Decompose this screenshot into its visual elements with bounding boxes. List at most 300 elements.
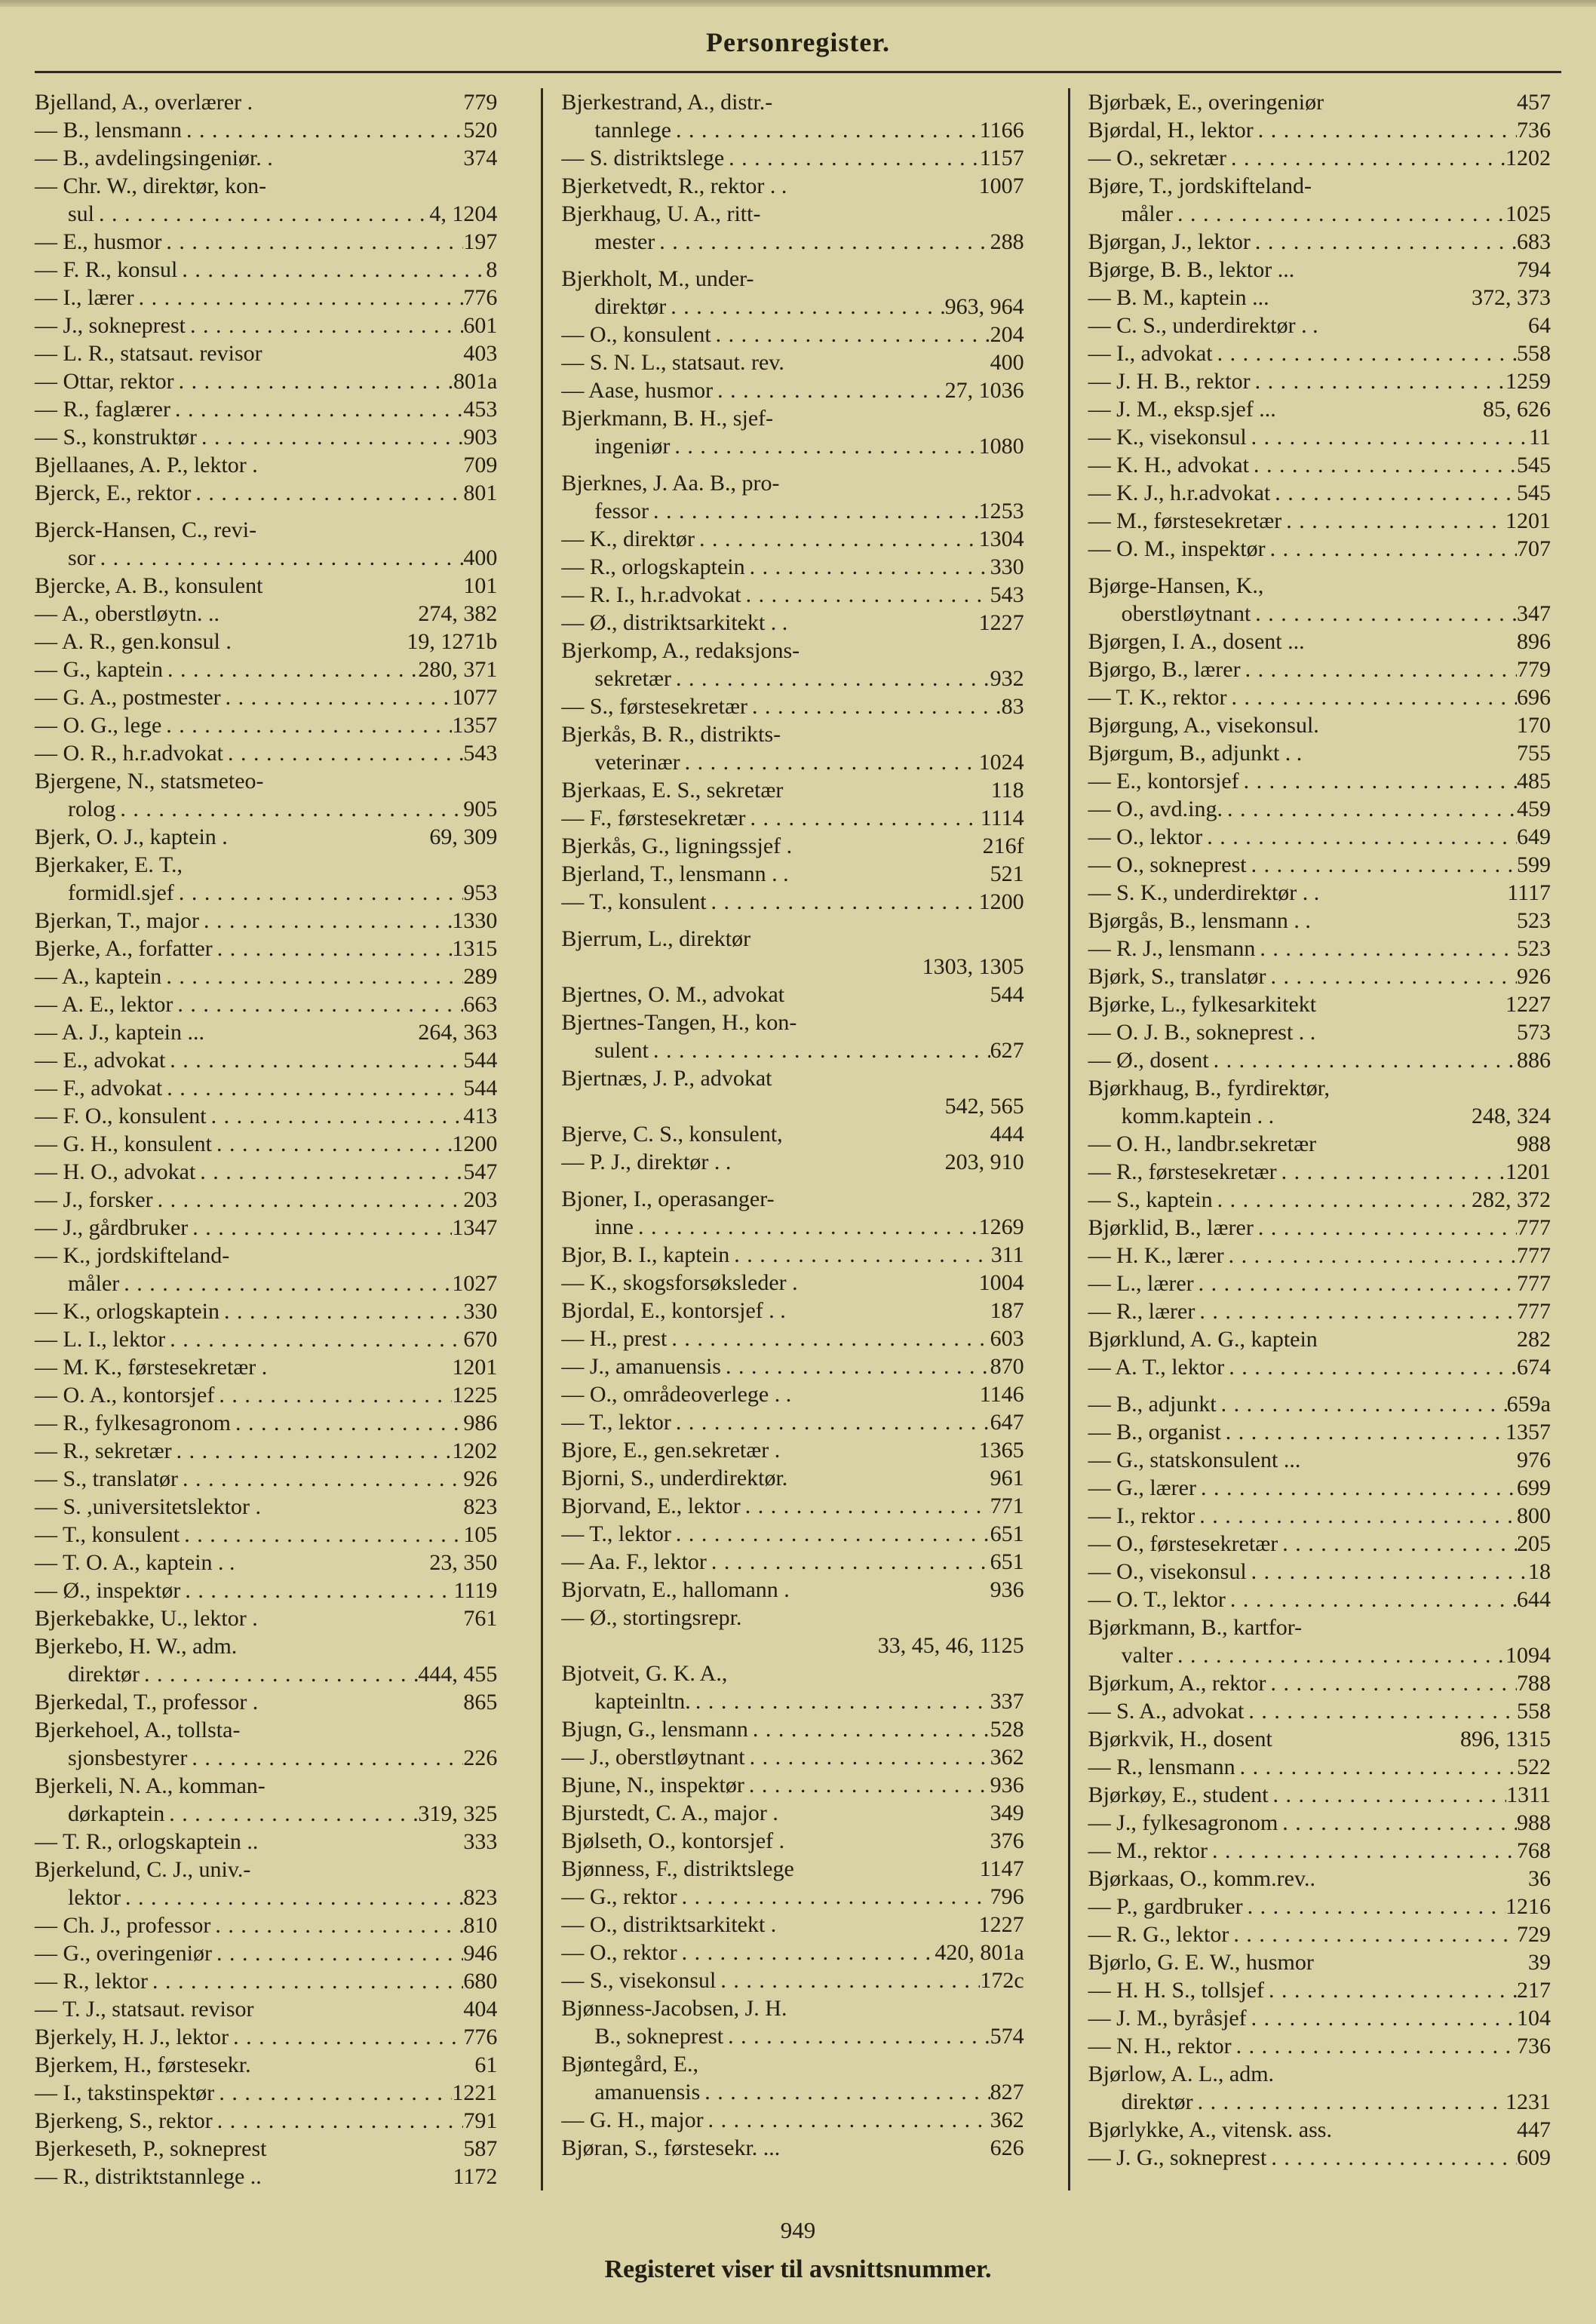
- entry-number: 1201: [1505, 1159, 1551, 1184]
- entry-line: [1088, 1018, 1551, 1046]
- dot-leader: [212, 1939, 463, 1967]
- entry-continuation-line: [561, 1687, 1024, 1715]
- dot-leader: [744, 1771, 990, 1799]
- dot-leader: [1221, 1418, 1505, 1446]
- page-title: Personregister.: [706, 27, 890, 57]
- entry-line: [561, 1855, 1024, 1883]
- entry-text: Bjotveit, G. K. A.,: [561, 1661, 728, 1686]
- dot-leader: [1213, 339, 1517, 367]
- entry-line: [1088, 2144, 1551, 2172]
- entry-number: 170: [1516, 713, 1551, 738]
- entry-number: 1119: [453, 1578, 498, 1603]
- entry-line: [1088, 1214, 1551, 1242]
- entry-number: 33, 45, 46, 1125: [877, 1633, 1024, 1658]
- dot-leader: [223, 739, 463, 767]
- entry-line: [1088, 1920, 1551, 1948]
- dot-leader: [1241, 655, 1517, 683]
- entry-number: 800: [1516, 1503, 1551, 1528]
- dot-leader: [1281, 507, 1505, 535]
- dot-leader: [680, 748, 979, 776]
- entry-number: 216f: [982, 834, 1024, 858]
- entry-text: sekretær: [594, 666, 671, 691]
- entry-number: 280, 371: [418, 657, 498, 682]
- dot-leader: [153, 1186, 464, 1214]
- dot-leader: [231, 1409, 463, 1437]
- entry-text: måler: [68, 1271, 120, 1296]
- entry-line: [561, 1715, 1024, 1743]
- dot-leader: [119, 1269, 452, 1297]
- entry-line: [35, 990, 497, 1018]
- entry-line: [35, 2163, 497, 2190]
- dot-leader: [161, 711, 452, 739]
- entry-number: 768: [1516, 1838, 1551, 1863]
- entry-number: 522: [1516, 1755, 1551, 1779]
- entry-number: 39: [1527, 1950, 1551, 1975]
- entry-number: 457: [1516, 90, 1551, 115]
- entry-line: [35, 1186, 497, 1214]
- entry-number: 709: [463, 453, 498, 477]
- entry-text: — K., jordskifteland-: [35, 1243, 230, 1268]
- entry-text: — O. G., lege: [35, 713, 162, 738]
- entry-text: — R. G., lektor: [1088, 1922, 1229, 1947]
- dot-leader: [1277, 1158, 1505, 1186]
- entry-line: [561, 200, 1024, 228]
- entry-text: — T. K., rektor: [1088, 685, 1227, 710]
- entry-text: lektor: [68, 1885, 121, 1910]
- entry-text: — Ø., dosent: [1088, 1048, 1209, 1073]
- entry-text: — O., områdeoverlege . .: [561, 1382, 792, 1407]
- entry-number: 282: [1516, 1327, 1551, 1352]
- entry-text: komm.kaptein . .: [1121, 1104, 1275, 1128]
- dot-leader: [671, 1520, 990, 1548]
- entry-line: [561, 832, 1024, 860]
- entry-text: — Aa. F., lektor: [561, 1549, 707, 1574]
- entry-line: [35, 1967, 497, 1995]
- entry-number: 520: [463, 118, 498, 143]
- entry-text: — J., oberstløytnant: [561, 1745, 745, 1770]
- entry-line: [1088, 1297, 1551, 1325]
- entry-number: 1303, 1305: [922, 954, 1024, 979]
- dot-leader: [121, 1883, 463, 1911]
- entry-number: 651: [990, 1549, 1024, 1574]
- dot-leader: [1244, 1697, 1517, 1725]
- entry-line: [561, 1604, 1024, 1632]
- entry-number: 976: [1516, 1448, 1551, 1472]
- entry-text: Bjellaanes, A. P., lektor .: [35, 453, 258, 477]
- entry-number: 649: [1516, 824, 1551, 849]
- entry-text: — T., konsulent: [561, 889, 707, 914]
- entry-text: — O. R., h.r.advokat: [35, 741, 223, 766]
- entry-continuation-line: [35, 544, 497, 572]
- entry-number: 545: [1516, 453, 1551, 477]
- dot-leader: [115, 795, 463, 823]
- entry-text: Bjerkmann, B. H., sjef-: [561, 406, 774, 431]
- entry-line: [1088, 1130, 1551, 1158]
- dot-leader: [1193, 2088, 1505, 2116]
- entry-text: ingeniør: [594, 434, 671, 459]
- entry-number: 736: [1516, 2034, 1551, 2058]
- register-column-1: [35, 88, 541, 2190]
- entry-text: Bjønness-Jacobsen, J. H.: [561, 1996, 787, 2021]
- entry-text: Bjørlow, A. L., adm.: [1088, 2062, 1275, 2086]
- entry-text: Bjørke, L., fylkesarkitekt: [1088, 992, 1317, 1017]
- dot-leader: [1251, 367, 1505, 395]
- dot-leader: [666, 293, 944, 321]
- entry-number: 1146: [979, 1382, 1024, 1407]
- dot-leader: [1213, 1186, 1472, 1214]
- entry-line: [35, 935, 497, 962]
- dot-leader: [1194, 1269, 1517, 1297]
- entry-line: [561, 525, 1024, 553]
- entry-text: Bjorvatn, E., hallomann .: [561, 1577, 790, 1602]
- entry-line: [1088, 1353, 1551, 1381]
- entry-text: Bjerkaas, E. S., sekretær: [561, 778, 784, 803]
- entry-text: Bjergene, N., statsmeteo-: [35, 769, 264, 794]
- entry-text: — S., visekonsul: [561, 1968, 717, 1993]
- entry-number: 644: [1516, 1587, 1551, 1612]
- dot-leader: [1266, 535, 1517, 563]
- entry-number: 865: [463, 1690, 498, 1715]
- entry-number: 101: [463, 573, 498, 598]
- entry-line: [35, 1102, 497, 1130]
- entry-text: Bjerkedal, T., professor .: [35, 1690, 259, 1715]
- entry-number: 988: [1516, 1131, 1551, 1156]
- entry-number: 289: [463, 964, 498, 989]
- entry-text: Bjørge-Hansen, K.,: [1088, 573, 1264, 598]
- entry-line: [35, 1493, 497, 1521]
- entry-text: Bjerland, T., lensmann . .: [561, 861, 789, 886]
- entry-text: Bjerkan, T., major: [35, 908, 199, 933]
- entry-text: — R., distriktstannlege ..: [35, 2164, 262, 2189]
- entry-continuation-line: [1088, 1641, 1551, 1669]
- entry-number: 1347: [452, 1215, 498, 1240]
- entry-number: 777: [1516, 1299, 1551, 1324]
- entry-text: — S. N. L., statsaut. rev.: [561, 350, 784, 375]
- entry-line: [35, 312, 497, 339]
- entry-line: [35, 284, 497, 312]
- entry-line: [1088, 1269, 1551, 1297]
- entry-text: — O. J. B., sokneprest . .: [1088, 1020, 1316, 1045]
- entry-number: 274, 382: [418, 601, 498, 626]
- dot-leader: [213, 2107, 464, 2135]
- entry-text: Bjorvand, E., lektor: [561, 1494, 741, 1518]
- entry-text: formidl.sjef: [68, 880, 174, 905]
- entry-number: 905: [463, 797, 498, 821]
- entry-number: 36: [1527, 1866, 1551, 1891]
- entry-line: [561, 981, 1024, 1008]
- entry-number: 362: [990, 1745, 1024, 1770]
- page-footer: [35, 2216, 1561, 2286]
- entry-continuation-line: [561, 1213, 1024, 1241]
- entry-continuation-line: [35, 879, 497, 907]
- entry-text: — G., lærer: [1088, 1475, 1196, 1500]
- entry-number: 69, 309: [429, 824, 498, 849]
- entry-line: [1088, 655, 1551, 683]
- entry-number: 1357: [452, 713, 498, 738]
- entry-continuation-line: [561, 953, 1024, 981]
- entry-text: — K., visekonsul: [1088, 425, 1247, 450]
- entry-line: [561, 1185, 1024, 1213]
- entry-text: — Ø., distriktsarkitekt . .: [561, 610, 788, 635]
- dot-leader: [199, 907, 452, 935]
- entry-line: [1088, 1242, 1551, 1269]
- entry-line: [561, 404, 1024, 432]
- entry-number: 1202: [1505, 146, 1551, 170]
- entry-text: — A. T., lektor: [1088, 1355, 1225, 1380]
- dot-leader: [94, 200, 429, 228]
- entry-line: [1088, 1837, 1551, 1865]
- entry-text: Bjørgo, B., lærer: [1088, 657, 1241, 682]
- entry-text: — S. ,universitetslektor .: [35, 1494, 261, 1519]
- entry-number: 761: [463, 1606, 498, 1631]
- entry-line: [1088, 451, 1551, 479]
- entry-number: 376: [990, 1828, 1024, 1853]
- entry-text: Bjerkebakke, U., lektor .: [35, 1606, 258, 1631]
- entry-text: — P. J., direktør . .: [561, 1150, 732, 1174]
- entry-text: Bjørlo, G. E. W., husmor: [1088, 1950, 1314, 1975]
- entry-line: [35, 1325, 497, 1353]
- entry-text: — Ottar, rektor: [35, 369, 174, 394]
- entry-line: [35, 683, 497, 711]
- entry-continuation-line: [561, 748, 1024, 776]
- dot-leader: [1227, 683, 1517, 711]
- entry-line: [561, 321, 1024, 348]
- entry-line: [561, 1743, 1024, 1771]
- entry-number: 1080: [978, 434, 1024, 459]
- entry-line: [561, 172, 1024, 200]
- entry-line: [35, 2135, 497, 2163]
- entry-number: 1114: [980, 806, 1024, 830]
- dot-leader: [214, 1381, 452, 1409]
- entry-number: 776: [463, 2025, 498, 2049]
- entry-number: 1200: [978, 889, 1024, 914]
- entry-text: — B., lensmann: [35, 118, 182, 143]
- entry-number: 986: [463, 1411, 498, 1435]
- entry-line: [35, 767, 497, 795]
- dot-leader: [700, 2078, 990, 2106]
- entry-line: [1088, 628, 1551, 655]
- entry-number: 670: [463, 1327, 498, 1352]
- register-columns: [35, 88, 1561, 2190]
- dot-leader: [174, 879, 464, 907]
- dot-leader: [161, 962, 463, 990]
- dot-leader: [1226, 144, 1505, 172]
- entry-continuation-line: [35, 1660, 497, 1688]
- entry-number: 1007: [978, 173, 1024, 198]
- entry-text: — S., translatør: [35, 1466, 178, 1491]
- entry-text: — M. K., førstesekretær .: [35, 1355, 268, 1380]
- entry-continuation-line: [561, 293, 1024, 321]
- entry-line: [35, 339, 497, 367]
- entry-line: [1088, 1753, 1551, 1781]
- dot-leader: [182, 116, 463, 144]
- entry-text: — L. I., lektor: [35, 1327, 166, 1352]
- entry-text: — K. J., h.r.advokat: [1088, 480, 1271, 505]
- entry-continuation-line: [1088, 1102, 1551, 1130]
- entry-number: 777: [1516, 1215, 1551, 1240]
- entry-number: 779: [463, 90, 498, 115]
- entry-continuation-line: [35, 200, 497, 228]
- entry-text: Bjøran, S., førstesekr. ...: [561, 2135, 781, 2160]
- entry-text: Bjørgen, I. A., dosent ...: [1088, 629, 1305, 654]
- dot-leader: [1266, 2144, 1517, 2172]
- entry-continuation-line: [561, 497, 1024, 525]
- entry-text: Bjerk, O. J., kaptein .: [35, 824, 228, 849]
- entry-line: [35, 711, 497, 739]
- entry-text: — R., faglærer: [35, 397, 170, 422]
- entry-number: 447: [1516, 2117, 1551, 2142]
- entry-line: [1088, 1418, 1551, 1446]
- entry-text: — T. O. A., kaptein . .: [35, 1550, 235, 1575]
- dot-leader: [1195, 1297, 1517, 1325]
- entry-number: 680: [463, 1969, 498, 1994]
- dot-leader: [210, 1911, 463, 1939]
- dot-leader: [711, 321, 990, 348]
- entry-number: 4, 1204: [429, 201, 498, 226]
- entry-text: — M., førstesekretær: [1088, 508, 1282, 533]
- entry-line: [561, 581, 1024, 609]
- entry-text: Bjørkmann, B., kartfor-: [1088, 1615, 1303, 1640]
- dot-leader: [170, 395, 463, 423]
- dot-leader: [724, 144, 980, 172]
- entry-text: dørkaptein: [68, 1801, 165, 1826]
- entry-number: 444: [990, 1122, 1024, 1147]
- entry-text: Bjordal, E., kontorsjef . .: [561, 1298, 786, 1323]
- entry-text: — K., direktør: [561, 527, 695, 551]
- entry-text: Bjoner, I., operasanger-: [561, 1187, 775, 1211]
- entry-line: [561, 1827, 1024, 1855]
- entry-text: — J., fylkesagronom: [1088, 1810, 1278, 1835]
- entry-text: Bjerkebo, H. W., adm.: [35, 1634, 238, 1659]
- register-column-2: [561, 88, 1067, 2190]
- entry-line: [561, 692, 1024, 720]
- entry-line: [561, 1120, 1024, 1148]
- entry-number: 988: [1516, 1810, 1551, 1835]
- entry-line: [35, 395, 497, 423]
- entry-number: 453: [463, 397, 498, 422]
- entry-number: 1227: [978, 610, 1024, 635]
- entry-number: 1365: [978, 1438, 1024, 1463]
- entry-text: — S. A., advokat: [1088, 1699, 1245, 1724]
- entry-number: 1357: [1505, 1420, 1551, 1444]
- entry-line: [1088, 1976, 1551, 2004]
- entry-line: [561, 1352, 1024, 1380]
- dot-leader: [1217, 1390, 1507, 1418]
- entry-number: 204: [990, 322, 1024, 347]
- dot-leader: [164, 1800, 418, 1828]
- entry-number: 788: [1516, 1671, 1551, 1696]
- entry-text: — K. H., advokat: [1088, 453, 1249, 477]
- dot-leader: [1229, 1920, 1517, 1948]
- dot-leader: [221, 683, 453, 711]
- dot-leader: [165, 1325, 463, 1353]
- entry-text: — S., kaptein: [1088, 1187, 1213, 1212]
- entry-text: — Ø., stortingsrepr.: [561, 1605, 742, 1630]
- entry-line: [1088, 1781, 1551, 1809]
- entry-line: [1088, 1446, 1551, 1474]
- entry-number: 1025: [1505, 201, 1551, 226]
- entry-continuation-line: [561, 1036, 1024, 1064]
- dot-leader: [1254, 116, 1517, 144]
- dot-leader: [1247, 851, 1517, 879]
- entry-number: 1315: [452, 936, 498, 961]
- entry-line: [35, 1018, 497, 1046]
- entry-text: — T. R., orlogskaptein ..: [35, 1829, 259, 1854]
- entry-text: Bjurstedt, C. A., major .: [561, 1801, 778, 1825]
- dot-leader: [173, 990, 463, 1018]
- entry-text: Bjerkehoel, A., tollsta-: [35, 1718, 241, 1742]
- entry-continuation-line: [561, 2078, 1024, 2106]
- entry-text: — O. M., inspektør: [1088, 536, 1266, 561]
- entry-text: — F., advokat: [35, 1076, 163, 1101]
- entry-number: 1330: [452, 908, 498, 933]
- entry-text: — R. I., h.r.advokat: [561, 582, 741, 607]
- entry-line: [1088, 711, 1551, 739]
- dot-leader: [134, 284, 464, 312]
- entry-text: — F., førstesekretær: [561, 806, 746, 830]
- dot-leader: [1208, 1837, 1517, 1865]
- entry-line: [35, 572, 497, 600]
- entry-line: [561, 469, 1024, 497]
- entry-line: [35, 1688, 497, 1716]
- entry-number: 349: [990, 1801, 1024, 1825]
- entry-line: [561, 1883, 1024, 1911]
- entry-line: [561, 1408, 1024, 1436]
- entry-text: Bjerkholt, M., under-: [561, 266, 754, 291]
- entry-line: [35, 851, 497, 879]
- entry-text: — B., organist: [1088, 1420, 1221, 1444]
- entry-number: 936: [990, 1577, 1024, 1602]
- entry-text: — O., rektor: [561, 1940, 677, 1965]
- entry-number: 333: [463, 1829, 498, 1854]
- entry-number: 777: [1516, 1271, 1551, 1296]
- entry-text: — O., avd.ing.: [1088, 797, 1223, 821]
- entry-text: — Aase, husmor: [561, 378, 714, 403]
- entry-text: Bjerkhaug, U. A., ritt-: [561, 201, 761, 226]
- entry-number: 1094: [1505, 1643, 1551, 1668]
- dot-leader: [745, 1743, 990, 1771]
- entry-number: 444, 455: [418, 1662, 498, 1687]
- dot-leader: [197, 423, 463, 451]
- entry-number: 337: [990, 1689, 1024, 1714]
- entry-number: 544: [990, 982, 1024, 1007]
- entry-text: — K., skogsforsøksleder .: [561, 1270, 798, 1295]
- entry-line: [561, 144, 1024, 172]
- entry-line: [1088, 172, 1551, 200]
- entry-line: [1088, 2116, 1551, 2144]
- entry-line: [1088, 1613, 1551, 1641]
- entry-line: [1088, 479, 1551, 507]
- entry-number: 896: [1516, 629, 1551, 654]
- entry-text: måler: [1121, 201, 1173, 226]
- entry-line: [35, 1046, 497, 1074]
- entry-number: 372, 373: [1471, 285, 1551, 310]
- entry-line: [35, 423, 497, 451]
- entry-line: [561, 348, 1024, 376]
- entry-line: [561, 1269, 1024, 1297]
- entry-continuation-line: [561, 228, 1024, 256]
- entry-text: sjonsbestyrer: [68, 1745, 188, 1770]
- entry-text: Bjerkeli, N. A., komman-: [35, 1773, 265, 1798]
- entry-line: [35, 1465, 497, 1493]
- entry-text: — T., lektor: [561, 1521, 671, 1546]
- entry-line: [35, 1995, 497, 2023]
- dot-leader: [1235, 1753, 1517, 1781]
- entry-line: [35, 600, 497, 628]
- entry-line: [35, 1939, 497, 1967]
- entry-continuation-line: [35, 1744, 497, 1772]
- entry-line: [35, 516, 497, 544]
